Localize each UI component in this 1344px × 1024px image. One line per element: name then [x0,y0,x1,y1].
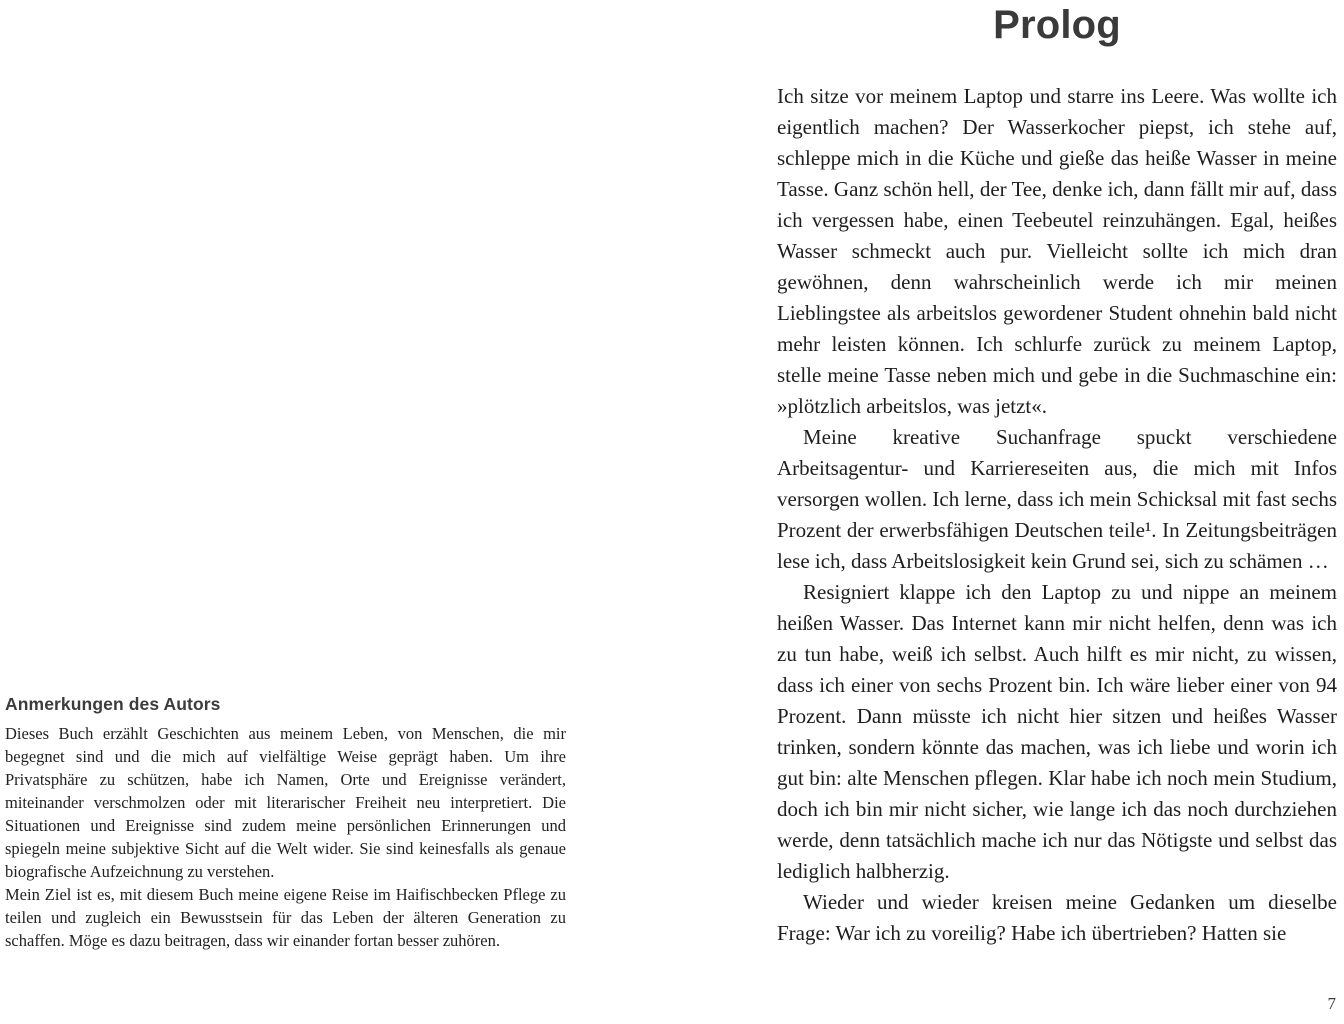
right-page [777,0,1337,949]
page-number: 7 [1327,994,1336,1013]
body-paragraph: Meine kreative Suchanfrage spuckt verschiedene Arbeitsagentur- und Karriereseiten aus, die mich mit Infos versorgen wollen. Ich lerne, dass ich mein Schicksal mit fast sechs Prozent der erwerbsfähigen Deutschen teile¹. In Zeitungsbeiträgen lese ich, dass Arbeitslosigkeit kein Grund sei, sich zu schämen … [777,425,1337,573]
chapter-body [777,81,1337,949]
body-paragraph: Resigniert klappe ich den Laptop zu und nippe an meinem heißen Wasser. Das Internet kann mir nicht helfen, denn was ich zu tun habe, weiß ich selbst. Auch hilft es mir nicht, zu wissen, dass ich einer von sechs Prozent bin. Ich wäre lieber einer von 94 Prozent. Dann müsste ich nicht hier sitzen und heißes Wasser trinken, sondern könnte das machen, was ich liebe und worin ich gut bin: alte Menschen pflegen. Klar habe ich noch mein Studium, doch ich bin mir nicht sicher, wie lange ich das noch durchziehen werde, denn tatsächlich mache ich nur das Nötigste und selbst das lediglich halbherzig. [777,580,1337,883]
notes-heading: Anmerkungen des Autors [5,694,221,714]
notes-paragraph: Mein Ziel ist es, mit diesem Buch meine eigene Reise im Haifischbecken Pflege zu teilen und zugleich ein Bewusstsein für das Leben der älteren Generation zu schaffen. Möge es dazu beitragen, dass wir einander fortan besser zuhören. [5,885,566,950]
left-page [5,694,566,952]
chapter-title: Prolog [993,3,1121,47]
body-paragraph: Wieder und wieder kreisen meine Gedanken um dieselbe Frage: War ich zu voreilig? Habe ich übertrieben? Hatten sie [777,890,1337,945]
body-paragraph: Ich sitze vor meinem Laptop und starre ins Leere. Was wollte ich eigentlich machen? Der Wasserkocher piepst, ich stehe auf, schleppe mich in die Küche und gieße das heiße Wasser in meine Tasse. Ganz schön hell, der Tee, denke ich, dann fällt mir auf, dass ich vergessen habe, einen Teebeutel reinzuhängen. Egal, heißes Wasser schmeckt auch pur. Vielleicht sollte ich mich dran gewöhnen, denn wahrscheinlich werde ich mir meinen Lieblingstee als arbeitslos gewordener Student ohnehin bald nicht mehr leisten können. Ich schlurfe zurück zu meinem Laptop, stelle meine Tasse neben mich und gebe in die Suchmaschine ein: »plötzlich arbeitslos, was jetzt«. [777,84,1337,418]
notes-body [5,722,566,952]
notes-paragraph: Dieses Buch erzählt Geschichten aus meinem Leben, von Menschen, die mir begegnet sind und die mich auf vielfältige Weise geprägt haben. Um ihre Privatsphäre zu schützen, habe ich Namen, Orte und Ereignisse verändert, miteinander verschmolzen oder mit literarischer Freiheit neu interpretiert. Die Situationen und Ereignisse sind zudem meine persönlichen Erinnerungen und spiegeln meine subjektive Sicht auf die Welt wider. Sie sind keinesfalls als genaue biografische Aufzeichnung zu verstehen. [5,724,566,881]
